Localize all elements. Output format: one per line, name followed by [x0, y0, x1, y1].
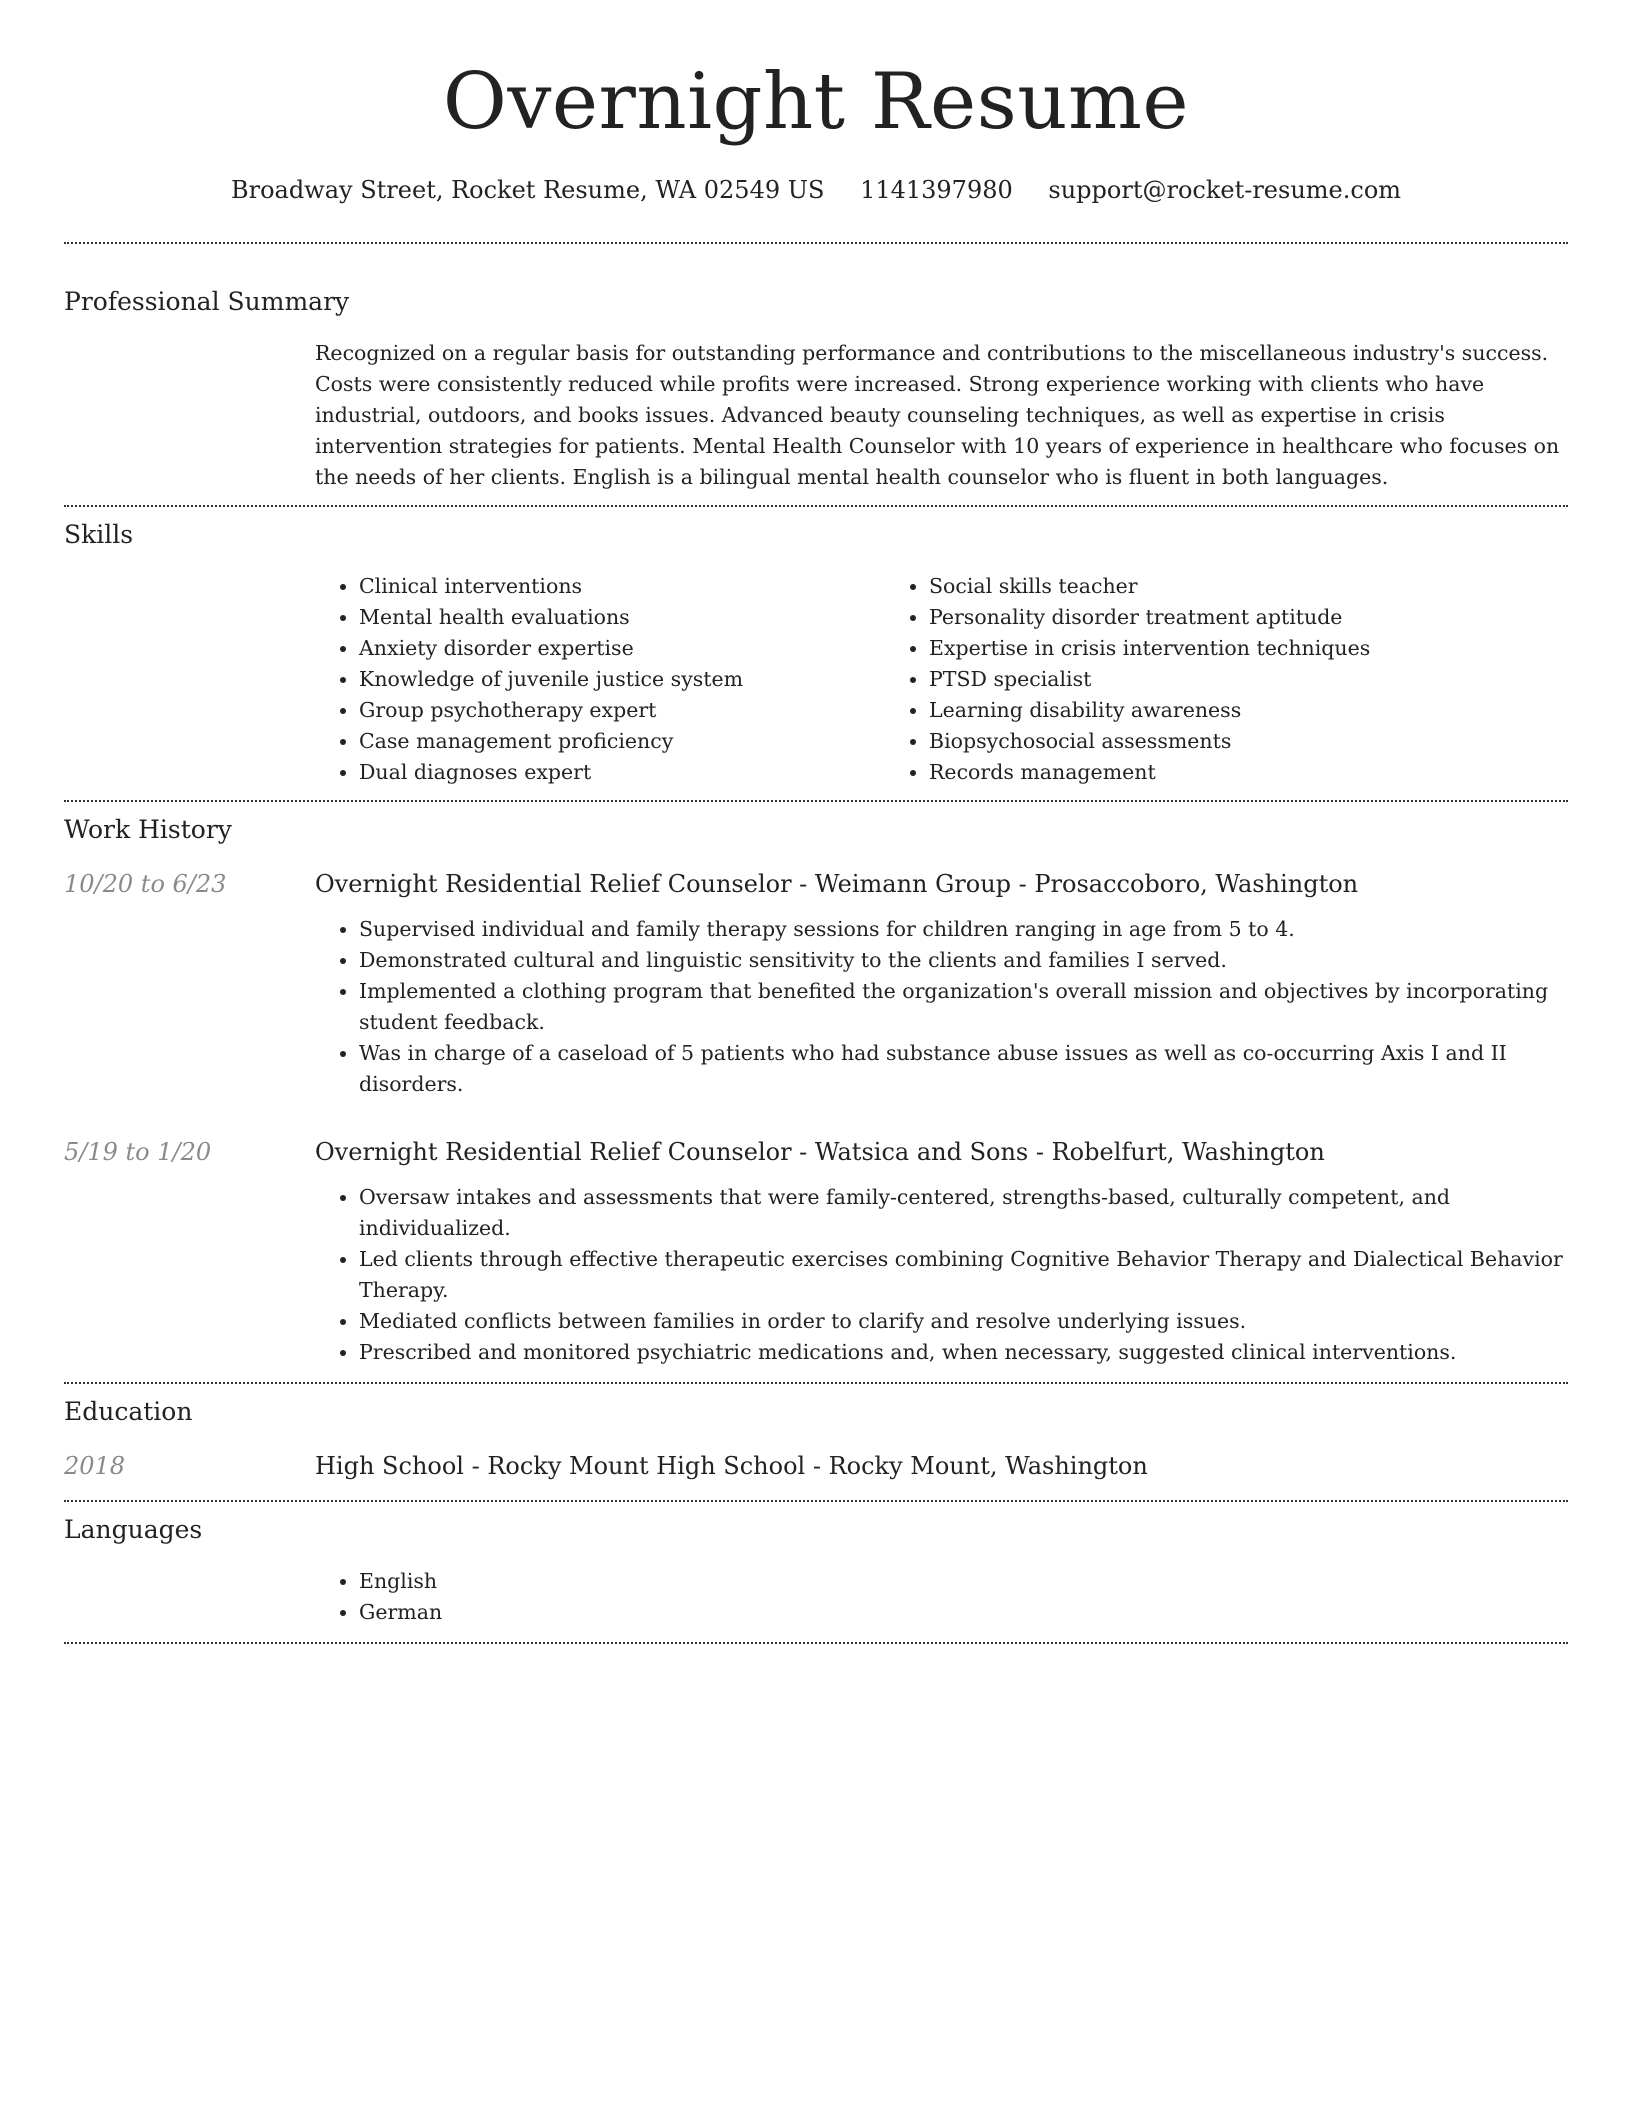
- contact-email: support@rocket-resume.com: [1048, 176, 1402, 204]
- skill-item: • Mental health evaluations: [359, 602, 885, 633]
- skill-item: • Expertise in crisis intervention techniques: [929, 633, 1455, 664]
- education-title: High School - Rocky Mount High School - Rocky Mount, Washington: [315, 1452, 1148, 1480]
- languages-list-wrap: [315, 1566, 1568, 1642]
- skill-item: • Personality disorder treatment aptitude: [929, 602, 1455, 633]
- job-bullets: [315, 914, 1568, 1100]
- divider: [64, 1642, 1568, 1644]
- job-body: [315, 868, 1568, 1100]
- job-title: Overnight Residential Relief Counselor - Watsica and Sons - Robelfurt, Washington: [315, 1138, 1325, 1166]
- education-date: 2018: [64, 1452, 126, 1480]
- section-title-languages: Languages: [64, 1515, 203, 1544]
- job-title: Overnight Residential Relief Counselor - Weimann Group - Prosaccoboro, Washington: [315, 870, 1359, 898]
- job-dates: 10/20 to 6/23: [64, 870, 227, 898]
- job-bullet: • Prescribed and monitored psychiatric medications and, when necessary, suggested clinical interventions.: [359, 1337, 1568, 1368]
- section-skills: [64, 507, 1568, 800]
- contact-address: Broadway Street, Rocket Resume, WA 02549 US: [230, 176, 825, 204]
- skill-item: • Biopsychosocial assessments: [929, 726, 1455, 757]
- job-bullet: • Implemented a clothing program that benefited the organization's overall mission and objectives by incorporating student feedback.: [359, 976, 1568, 1038]
- job-bullet: • Supervised individual and family therapy sessions for children ranging in age from 5 to 4.: [359, 914, 1568, 945]
- job-dates: 5/19 to 1/20: [64, 1138, 212, 1166]
- skills-column-left: [315, 571, 885, 788]
- section-education: [64, 1384, 1568, 1500]
- skills-columns: [315, 571, 1568, 800]
- section-title-skills: Skills: [64, 520, 134, 549]
- skill-item: • Clinical interventions: [359, 571, 885, 602]
- section-title-education: Education: [64, 1397, 193, 1426]
- job-entry: [64, 1136, 1568, 1368]
- job-bullet: • Was in charge of a caseload of 5 patients who had substance abuse issues as well as co-occurring Axis I and II disorders.: [359, 1038, 1568, 1100]
- resume-name: Overnight Resume: [442, 57, 1190, 147]
- skill-item: • Dual diagnoses expert: [359, 757, 885, 788]
- job-entry: [64, 868, 1568, 1100]
- skill-item: • Case management proficiency: [359, 726, 885, 757]
- education-entry: [64, 1450, 1568, 1500]
- section-title-work-history: Work History: [64, 815, 232, 844]
- skill-item: • Anxiety disorder expertise: [359, 633, 885, 664]
- job-bullet: • Led clients through effective therapeutic exercises combining Cognitive Behavior Therapy and Dialectical Behavior Therapy.: [359, 1244, 1568, 1306]
- spacer: [64, 1368, 1568, 1382]
- skill-item: • Group psychotherapy expert: [359, 695, 885, 726]
- summary-text: Recognized on a regular basis for outstanding performance and contributions to the miscellaneous industry's success. Costs were consistently reduced while profits were increased. Strong experience working with clients who have industrial, outdoors, and books issues. Advanced beauty counseling techniques, as well as expertise in crisis intervention strategies for patients. Mental Health Counselor with 10 years of experience in healthcare who focuses on the needs of her clients. English is a bilingual mental health counselor who is fluent in both languages.: [315, 341, 1560, 489]
- language-item: • English: [359, 1566, 1568, 1597]
- job-bullet: • Oversaw intakes and assessments that were family-centered, strengths-based, culturally competent, and individualized.: [359, 1182, 1568, 1244]
- skills-column-right: [885, 571, 1455, 788]
- section-title-summary: Professional Summary: [64, 287, 350, 316]
- skill-item: • Knowledge of juvenile justice system: [359, 664, 885, 695]
- contact-phone: 1141397980: [860, 176, 1013, 204]
- language-item: • German: [359, 1597, 1568, 1628]
- section-languages: [64, 1502, 1568, 1642]
- section-professional-summary: [64, 244, 1568, 505]
- contact-line: [64, 174, 1568, 206]
- section-work-history: [64, 802, 1568, 1382]
- job-bullets: [315, 1182, 1568, 1368]
- skill-item: • Learning disability awareness: [929, 695, 1455, 726]
- skill-item: • Social skills teacher: [929, 571, 1455, 602]
- skill-item: • Records management: [929, 757, 1455, 788]
- languages-list: [315, 1566, 1568, 1628]
- job-body: [315, 1136, 1568, 1368]
- skill-item: • PTSD specialist: [929, 664, 1455, 695]
- job-bullet: • Demonstrated cultural and linguistic sensitivity to the clients and families I served.: [359, 945, 1568, 976]
- job-bullet: • Mediated conflicts between families in order to clarify and resolve underlying issues.: [359, 1306, 1568, 1337]
